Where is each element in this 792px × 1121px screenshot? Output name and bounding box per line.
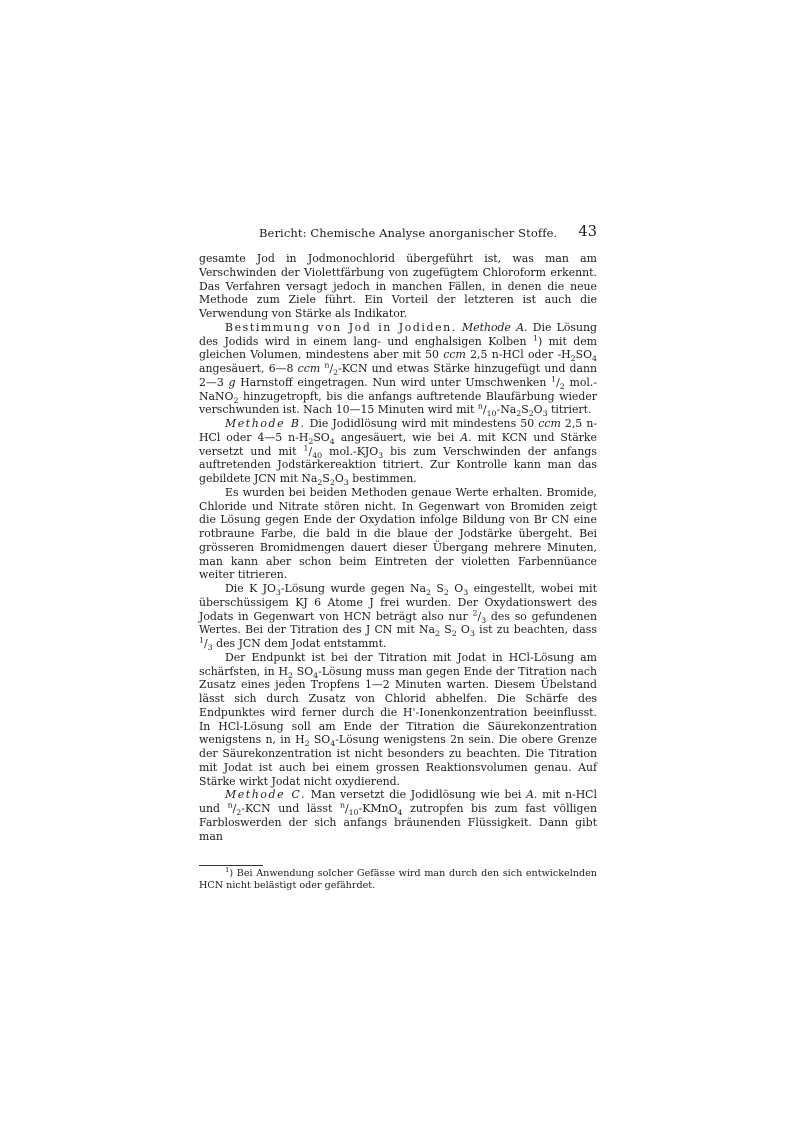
- running-title: Bericht: Chemische Analyse anorganischer Stoffe.: [259, 226, 558, 240]
- page-header: [199, 226, 597, 244]
- paragraph: Methode B. Die Jodidlösung wird mit mindestens 50 ccm 2,5 n-HCl oder 4—5 $n-H_2SO_4$ angesäuert, wie bei A. mit KCN und Stärke versetzt und mit $^1/_{40}$ $mol.-KJO_3$ bis zum Verschwinden der anfangs auftretenden Jodstärkereaktion titriert. Zur Kontrolle kann man das gebildete JCN mit $Na_2S_2O_3$ bestimmen.: [199, 417, 598, 488]
- paragraph: Der Endpunkt ist bei der Titration mit Jodat in HCl-Lösung am schärfsten, in $H_2$ $SO_4$-Lösung muss man gegen Ende der Titration nach Zusatz eines jeden Tropfens 1—2 Minuten warten. Diesem Übelstand lässt sich durch Zusatz von Chlorid abhelfen. Die Schärfe des Endpunktes wird ferner durch die H'-Ionenkonzentration beeinflusst. In HCl-Lösung soll am Ende der Titration die Säurekonzentration wenigstens n, in $H_2$ $SO_4$-Lösung wenigstens 2n sein. Die obere Grenze der Säurekonzentration ist nicht besonders zu beachten. Die Titration mit Jodat ist auch bei einem grossen Reaktionsvolumen genau. Auf Stärke wirkt Jodat nicht oxydierend.: [199, 650, 597, 788]
- page-number: 43: [578, 224, 597, 240]
- footnote: [199, 865, 597, 892]
- paragraph: Die K $JO_3$-Lösung wurde gegen $Na_2$ $S_2$ $O_3$ eingestellt, wobei mit überschüssigem KJ 6 Atome J frei wurden. Der Oxydationswert des Jodats in Gegenwart von HCN beträgt also nur $^2/_3$ des so gefundenen Wertes. Bei der Titration des J CN mit $Na_2$ $S_2$ $O_3$ ist zu beachten, dass $^1/_3$ des JCN dem Jodat entstammt.: [199, 582, 598, 653]
- paragraph: Es wurden bei beiden Methoden genaue Werte erhalten. Bromide, Chloride und Nitrate stören nicht. In Gegenwart von Bromiden zeigt die Lösung gegen Ende der Oxydation infolge Bildung von Br CN eine rotbraune Farbe, die bald in die blaue der Jodstärke übergeht. Bei grösseren Bromidmengen dauert dieser Übergang mehrere Minuten, man kann aber schon beim Eintreten der violetten Farbennüance weiter titrieren.: [199, 485, 597, 582]
- body-text: [199, 252, 597, 843]
- footnote-text: $^1$) Bei Anwendung solcher Gefässe wird man durch den sich entwickelnden HCN nicht belästigt oder gefährdet.: [199, 865, 597, 891]
- paragraph: gesamte Jod in Jodmonochlorid übergeführt ist, was man am Verschwinden der Violettfärbung von zugefügtem Chloroform erkennt. Das Verfahren versagt jedoch in manchen Fällen, in denen die neue Methode zum Ziele führt. Ein Vorteil der letzteren ist auch die Verwendung von Stärke als Indikator.: [199, 252, 597, 320]
- paragraph: Bestimmung von Jod in Jodiden. Methode A. Die Lösung des Jodids wird in einem lang- und enghalsigen Kolben $^1$) mit dem gleichen Volumen, mindestens aber mit 50 ccm 2,5 n-HCl oder $-H_2SO_4$ angesäuert, 6—8 ccm $^n/_2$-KCN und etwas Stärke hinzugefügt und dann 2—3 g Harnstoff eingetragen. Nun wird unter Umschwenken $^1/_2$ mol.-NaNO$_2$ hinzugetropft, bis die anfangs auftretende Blaufärbung wieder verschwunden ist. Nach 10—15 Minuten wird mit $^n/_{10}-Na_2S_2O_3$ titriert.: [199, 320, 598, 419]
- paragraph: Methode C. Man versetzt die Jodidlösung wie bei A. mit n-HCl und $^n/_2$-KCN und lässt $^n/_{10}-KMnO_4$ zutropfen bis zum fast völligen Farbloswerden der sich anfangs bräunenden Flüssigkeit. Dann gibt man: [199, 788, 598, 843]
- footnote-separator: [199, 865, 263, 866]
